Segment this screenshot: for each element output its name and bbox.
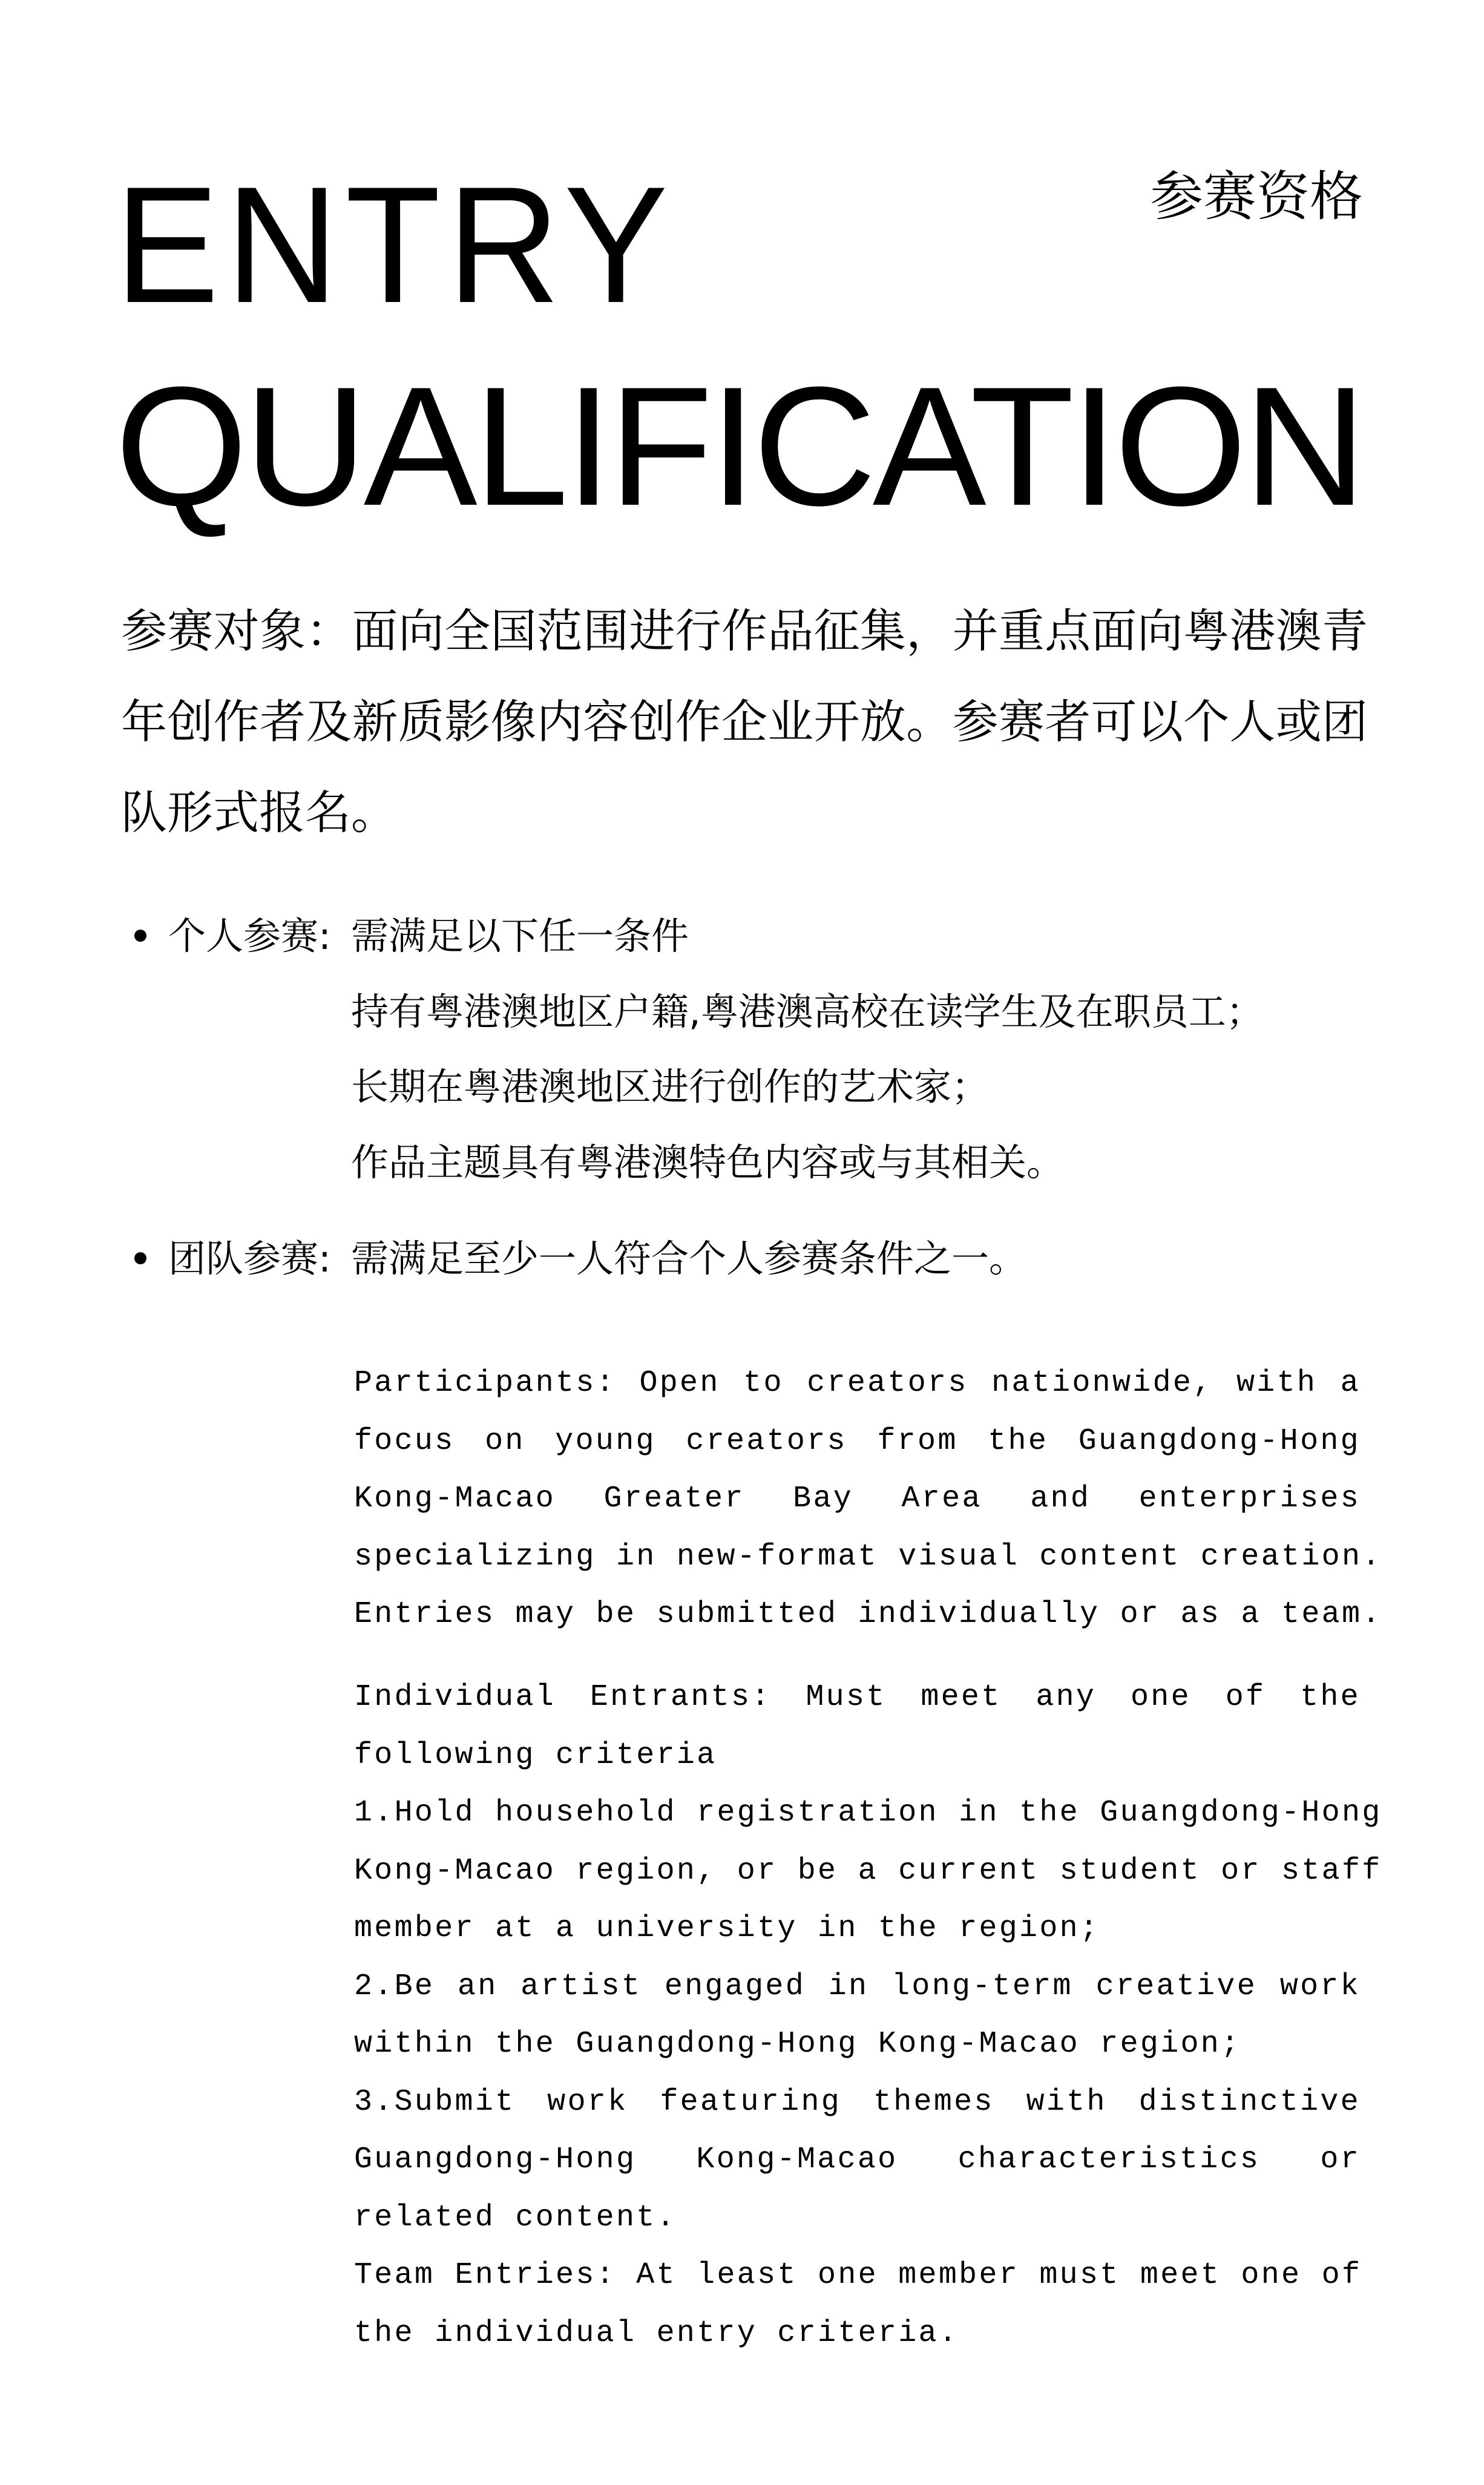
bullet-text-team: 需满足至少一人符合个人参赛条件之一。 (351, 1236, 1027, 1281)
english-line: Team Entries: At least one member must meet one of (354, 2258, 1362, 2293)
english-line: Guangdong-Hong Kong-Macao characteristics or (354, 2142, 1361, 2177)
bullet-label-individual: 个人参赛: (168, 914, 331, 958)
english-line: specializing in new-format visual content creation. (354, 1539, 1382, 1574)
english-line: 3.Submit work featuring themes with distinctive (354, 2084, 1361, 2119)
english-line: Entries may be submitted individually or as a team. (354, 1597, 1382, 1632)
english-line: Kong-Macao region, or be a current student or staff (354, 1853, 1382, 1888)
bullet-label-team: 团队参赛: (168, 1236, 331, 1281)
bullet-team (0, 1221, 1484, 1296)
page-title-entry: ENTRY (115, 153, 675, 338)
intro-paragraph: 参赛对象：面向全国范围进行作品征集，并重点面向粤港澳青年创作者及新质影像内容创作企业开放。参赛者可以个人或团队形式报名。 (121, 604, 1368, 839)
english-line: within the Guangdong-Hong Kong-Macao region; (354, 2027, 1241, 2061)
condition-item: 长期在粤港澳地区进行创作的艺术家； (351, 1065, 990, 1109)
page-title-qualification: QUALIFICATION (115, 352, 1364, 541)
english-line: focus on young creators from the Guangdong-Hong (354, 1423, 1361, 1459)
page-title-chinese: 参赛资格 (1149, 165, 1363, 228)
condition-item: 作品主题具有粤港澳特色内容或与其相关。 (351, 1140, 1065, 1184)
english-line: the individual entry criteria. (354, 2316, 959, 2351)
bullet-lead-individual: 需满足以下任一条件 (351, 914, 689, 958)
english-participants (354, 1354, 1382, 1644)
bullet-dot-icon (134, 930, 146, 942)
condition-row (0, 1049, 1484, 1124)
english-line: following criteria (354, 1738, 717, 1773)
bullet-dot-icon (134, 1252, 146, 1264)
english-criteria (354, 1669, 1382, 2362)
english-line: related content. (354, 2200, 677, 2235)
english-line: Individual Entrants: Must meet any one of the (354, 1680, 1361, 1715)
english-line: 1.Hold household registration in the Guangdong-Hong (354, 1796, 1382, 1830)
condition-item: 持有粤港澳地区户籍,粤港澳高校在读学生及在职员工； (351, 990, 1264, 1034)
english-line: Kong-Macao Greater Bay Area and enterprises (354, 1482, 1361, 1516)
english-line: 2.Be an artist engaged in long-term creative work (354, 1969, 1361, 2004)
english-line: member at a university in the region; (354, 1911, 1100, 1946)
condition-row (0, 1124, 1484, 1200)
bullet-individual (0, 898, 1484, 974)
condition-row (0, 974, 1484, 1049)
english-line: Participants: Open to creators nationwide, with a (354, 1366, 1361, 1400)
